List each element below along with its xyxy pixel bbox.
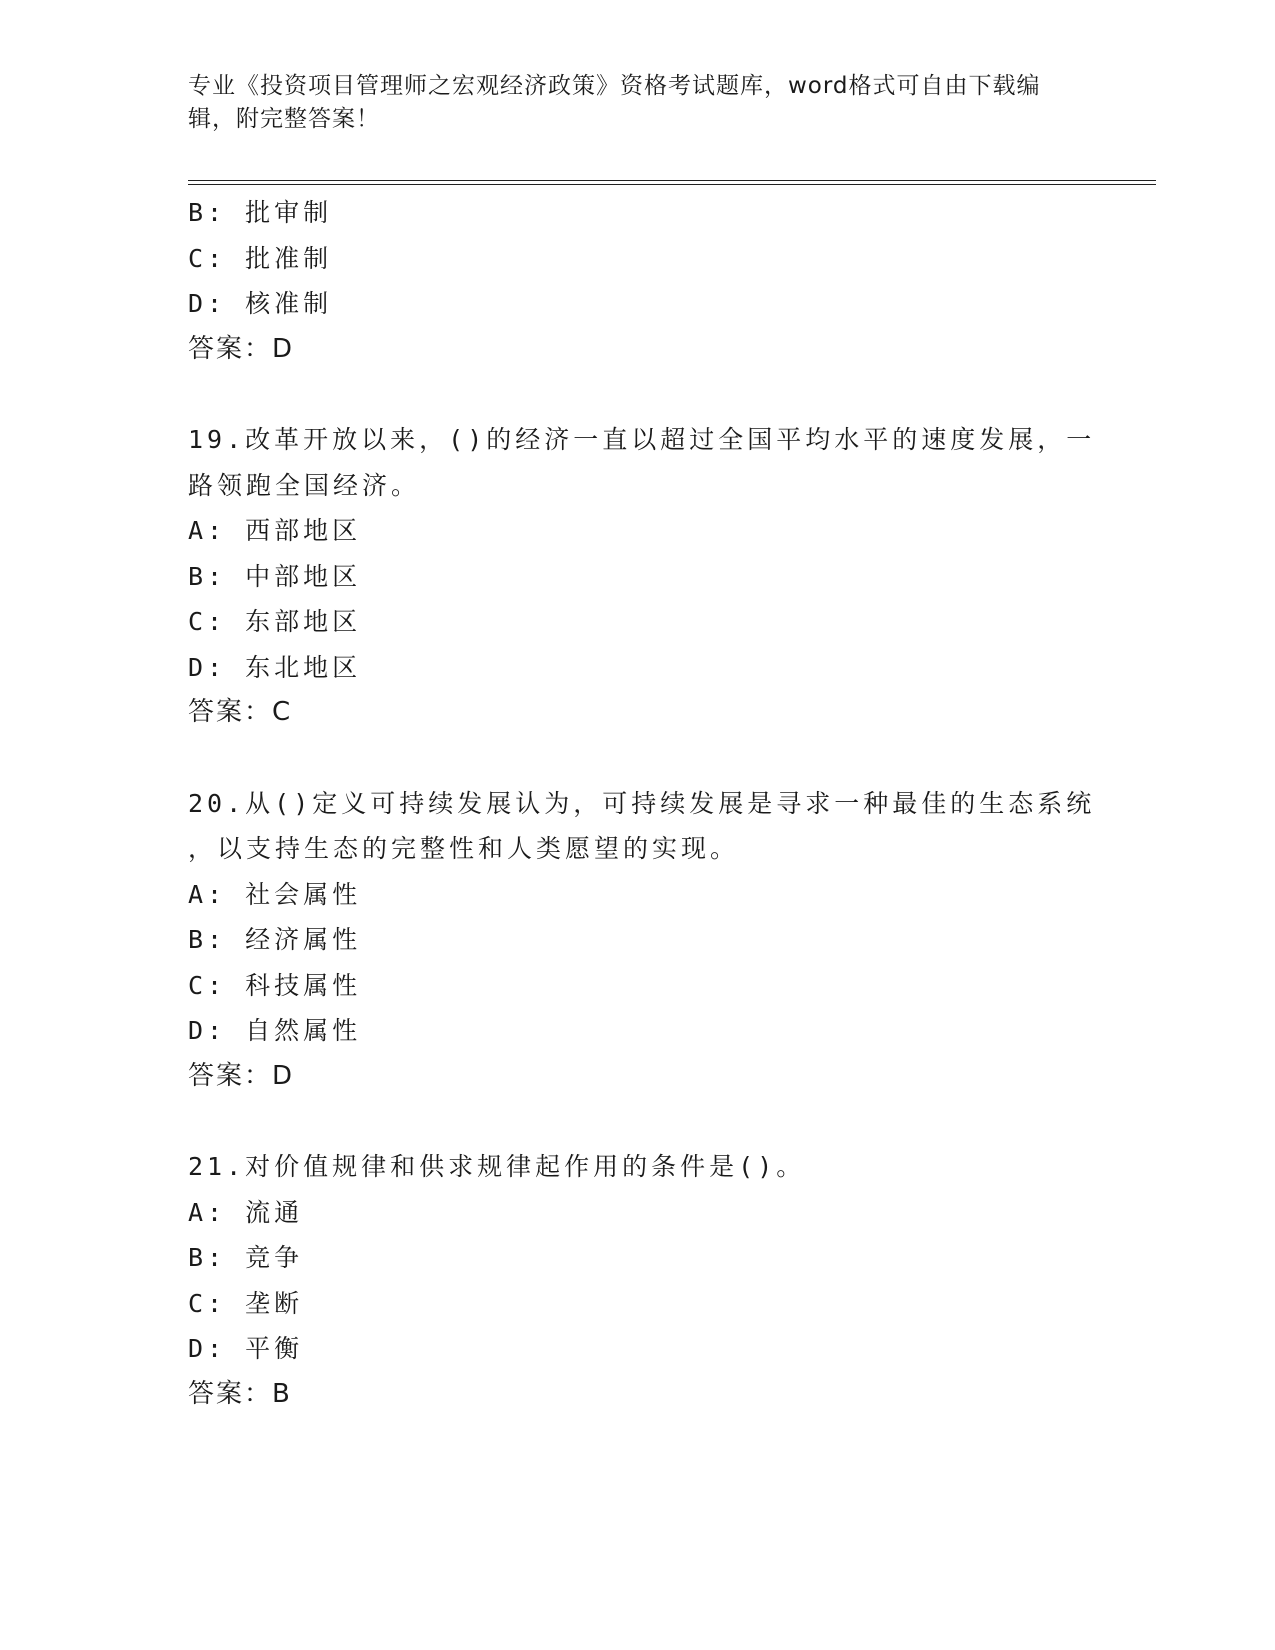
option-b: B: 竞争 xyxy=(188,1243,304,1272)
header-line-1: 专业《投资项目管理师之宏观经济政策》资格考试题库，word格式可自由下载编 xyxy=(188,73,1041,99)
header-divider-bottom xyxy=(188,184,1156,185)
question-19 xyxy=(188,417,1096,736)
question-stem xyxy=(188,1144,1088,1190)
answer-line: 答案：B xyxy=(188,1378,292,1409)
stem-line: ，以支持生态的完整性和人类愿望的实现。 xyxy=(188,834,740,863)
answer-line: 答案：C xyxy=(188,697,293,727)
option-c: C: 垄断 xyxy=(188,1288,304,1318)
question-21 xyxy=(188,1144,1088,1417)
option-a: A: 流通 xyxy=(188,1197,304,1227)
question-20 xyxy=(188,781,1096,1100)
stem-line: 路领跑全国经济。 xyxy=(188,470,421,500)
option-b: B: 经济属性 xyxy=(188,925,362,954)
question-stem xyxy=(188,417,1096,508)
option-a: A: 社会属性 xyxy=(188,879,362,909)
question-stem xyxy=(188,781,1096,872)
stem-line: 21.对价值规律和供求规律起作用的条件是()。 xyxy=(188,1152,806,1181)
option-d: D: 核准制 xyxy=(188,289,333,318)
option-b: B: 批审制 xyxy=(188,198,333,227)
spacer xyxy=(188,736,1088,781)
stem-line: 20.从()定义可持续发展认为，可持续发展是寻求一种最佳的生态系统 xyxy=(188,788,1096,818)
option-d: D: 自然属性 xyxy=(188,1016,362,1045)
option-d: D: 平衡 xyxy=(188,1334,304,1363)
option-b: B: 中部地区 xyxy=(188,561,362,591)
stem-line: 19.改革开放以来，()的经济一直以超过全国平均水平的速度发展，一 xyxy=(188,425,1096,454)
question-list xyxy=(188,190,1096,1417)
answer-line: 答案：D xyxy=(188,1060,295,1091)
option-c: C: 批准制 xyxy=(188,243,333,273)
spacer xyxy=(188,1099,1088,1144)
option-c: C: 东部地区 xyxy=(188,607,362,636)
option-c: C: 科技属性 xyxy=(188,970,362,1000)
option-d: D: 东北地区 xyxy=(188,652,362,682)
spacer xyxy=(188,372,1088,417)
question-18-continued xyxy=(188,190,1088,372)
option-a: A: 西部地区 xyxy=(188,516,362,545)
header-divider-top xyxy=(188,180,1156,181)
document-header xyxy=(188,70,1078,136)
header-line-2: 辑，附完整答案！ xyxy=(188,106,380,132)
answer-line: 答案：D xyxy=(188,333,295,364)
